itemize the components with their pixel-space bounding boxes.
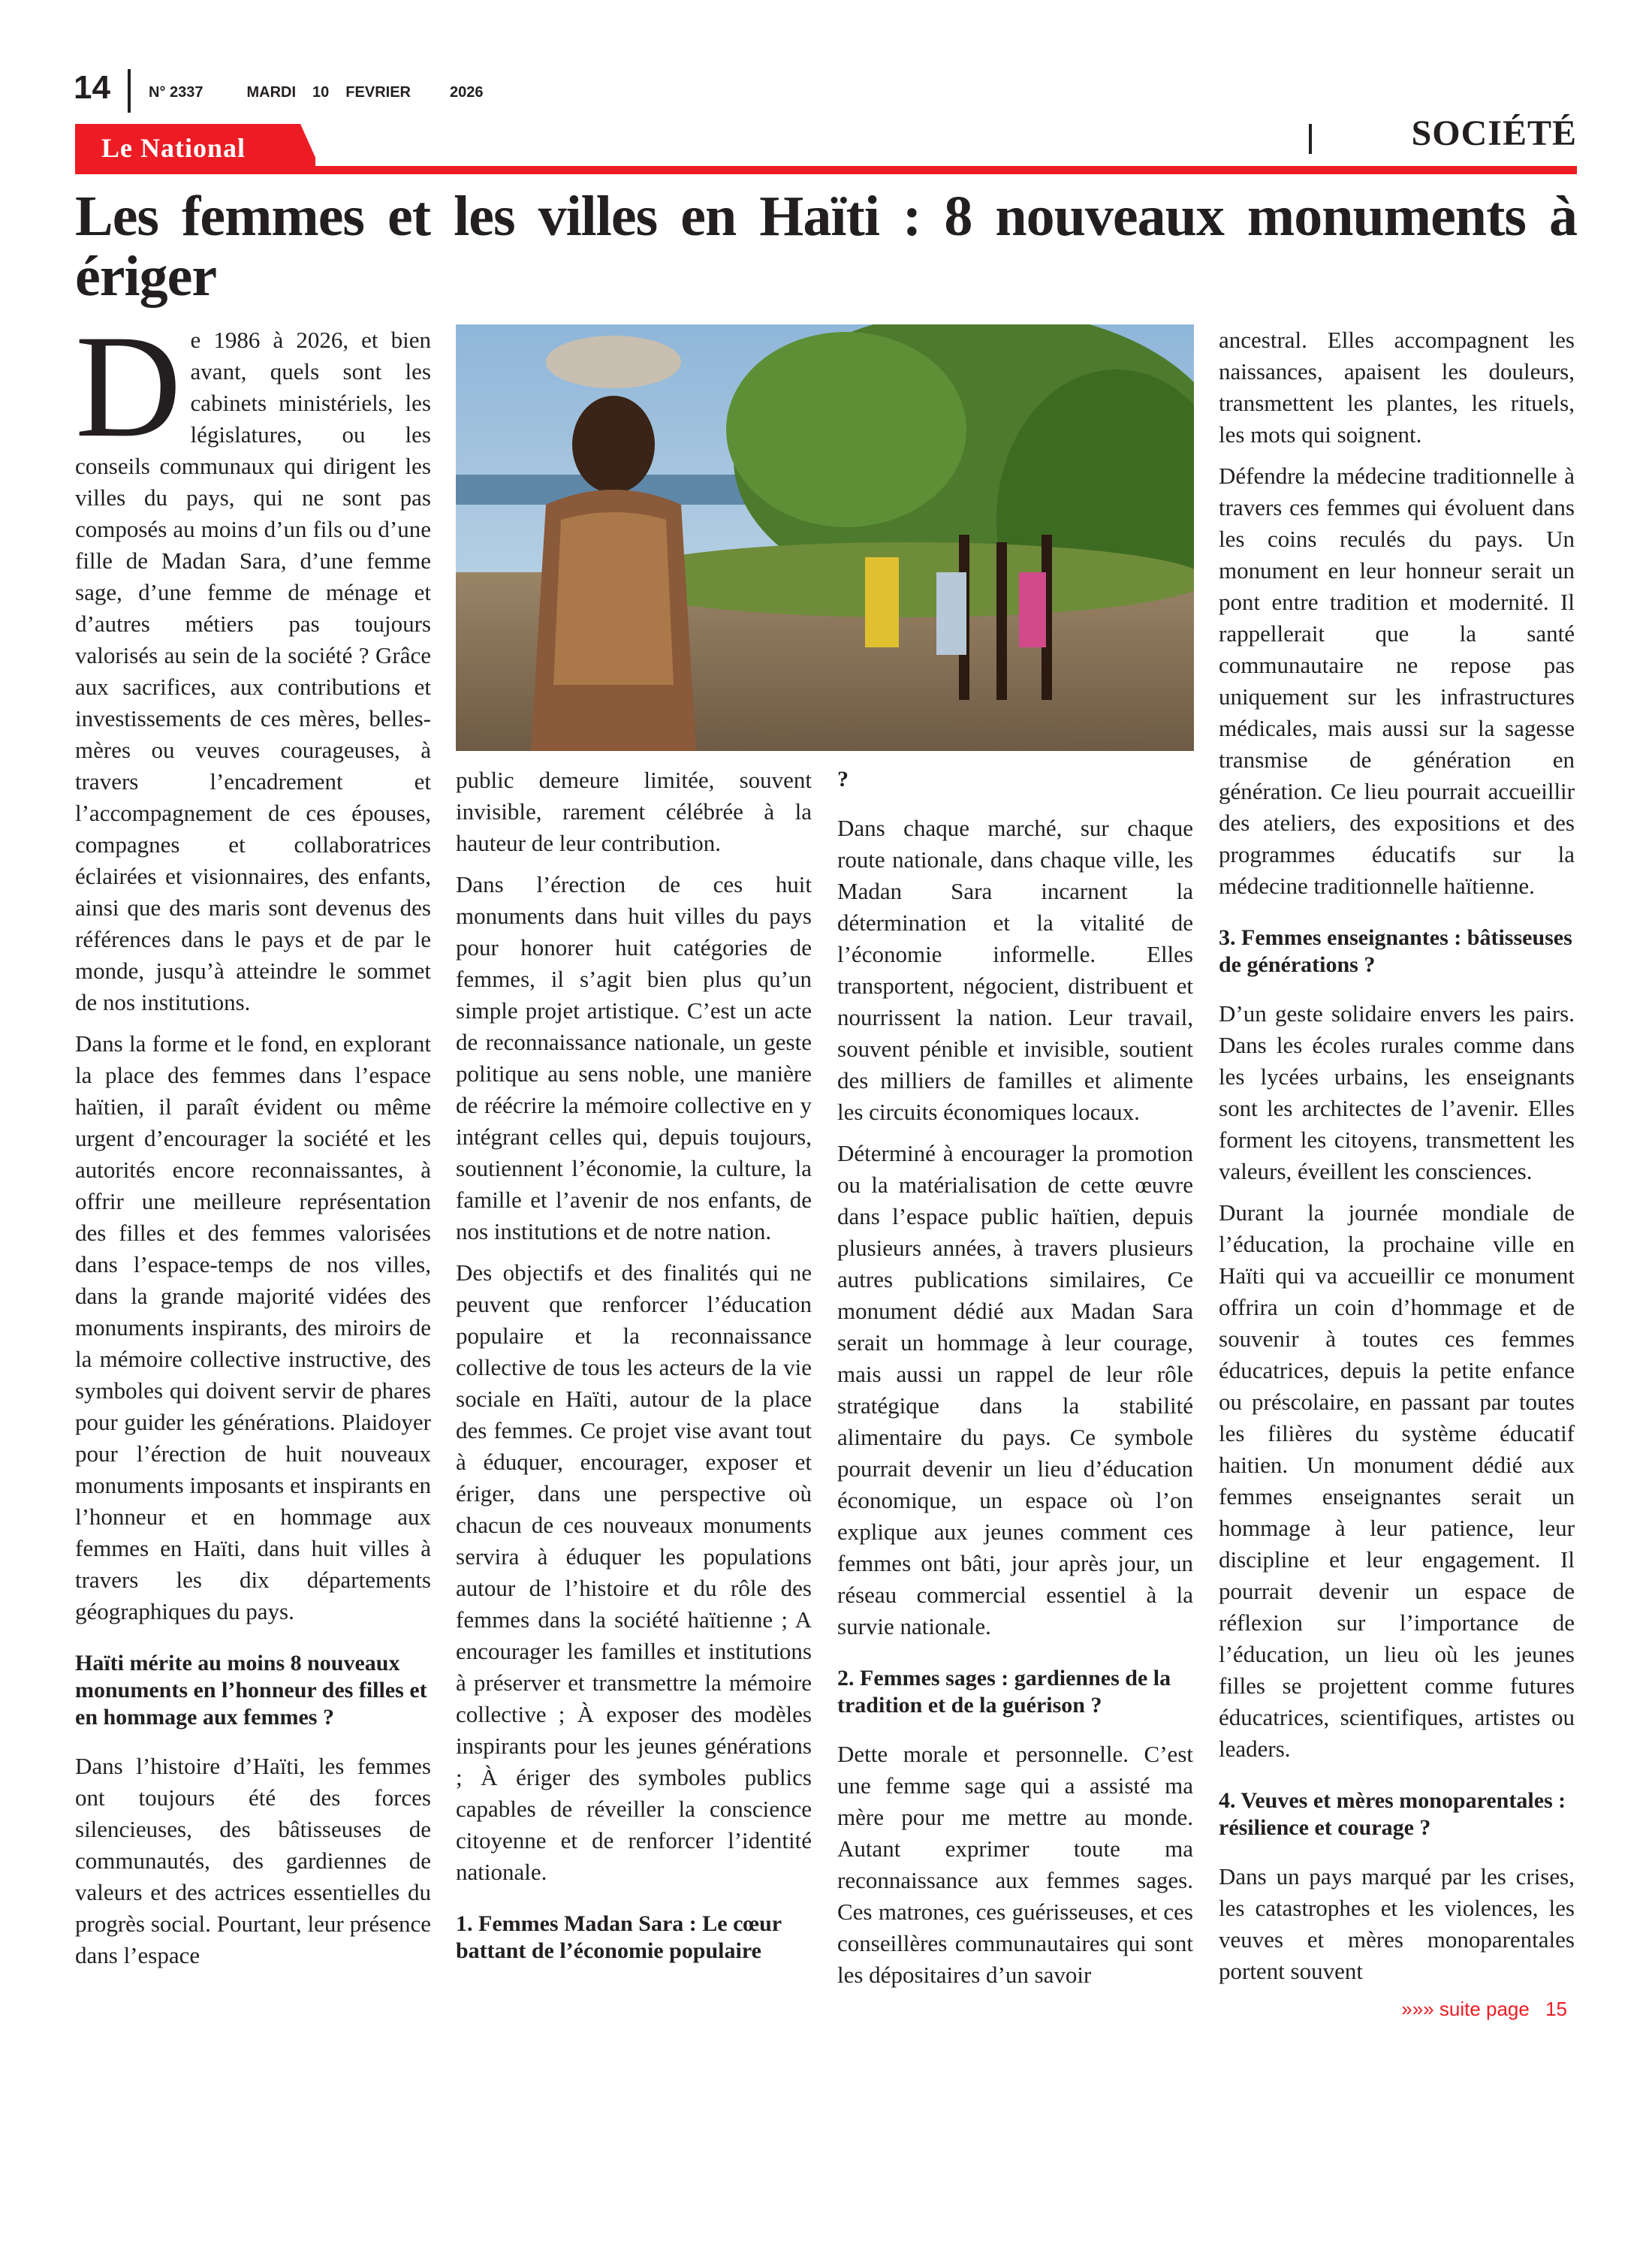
section-divider: [1309, 124, 1312, 154]
issue-number: N° 2337: [149, 84, 203, 101]
paragraph: Dans la forme et le fond, en explorant la place des femmes dans l’espace haïtien, il paraît évident ou même urgent d’encourager la société et les autorités encore reconnaissantes, à offrir une meilleure représentation des filles et des femmes valorisées dans l’espace-temps de nos villes, dans la grande majorité vidées des monuments inspirants, des miroirs de la mémoire collective instructive, des symboles qui doivent servir de phares pour guider les générations. Plaidoyer pour l’érection de huit nouveaux monuments imposants et inspirants en l’honneur et en hommage aux femmes en Haïti, dans huit villes à travers les dix départements géographiques du pays.: [75, 1030, 431, 1624]
continued-page: 15: [1545, 1998, 1567, 2020]
arrows-icon: »»»: [1401, 1998, 1434, 2020]
subheading: 1. Femmes Madan Sara : Le cœur battant de l’économie populaire: [456, 1911, 782, 1963]
subheading: 3. Femmes enseignantes : bâtisseuses de générations ?: [1219, 925, 1572, 977]
paragraph: Déterminé à encourager la promotion ou la matérialisation de cette œuvre dans l’espace public haïtien, depuis plusieurs années, à travers plusieurs autres publications similaires, Ce monument dédié aux Madan Sara serait un hommage à leur courage, mais aussi un rappel de leur rôle stratégique dans la stabilité alimentaire du pays. Ce symbole pourrait devenir un lieu d’éducation économique, un espace où l’on explique aux jeunes comment ces femmes ont bâti, jour après jour, un réseau commercial essentiel à la survie nationale.: [837, 1140, 1193, 1639]
month: FEVRIER: [345, 84, 411, 101]
paragraph: Durant la journée mondiale de l’éducation, la prochaine ville en Haïti qui va accueillir ce monument offrira un coin d’hommage et de souvenir à toutes ces femmes éducatrices, depuis la petite enfance ou préscolaire, en passant par toutes les filières du système éducatif haitien. Un monument dédié aux femmes enseignantes serait un hommage à leur patience, leur discipline et leur engagement. Il pourrait devenir un espace de réflexion sur l’importance de l’éducation, un lieu où les jeunes filles se projettent comme futures éducatrices, scientifiques, artistes ou leaders.: [1219, 1199, 1575, 1762]
column-1: [75, 305, 431, 1981]
continued-label: suite page: [1439, 1998, 1530, 2020]
paragraph: Dans un pays marqué par les crises, les catastrophes et les violences, les veuves et mères monoparentales portent souvent: [1219, 1863, 1575, 1984]
section-label: SOCIÉTÉ: [1411, 113, 1577, 153]
paragraph: [75, 305, 431, 1018]
year: 2026: [449, 84, 484, 101]
weekday: MARDI: [246, 84, 297, 101]
day: 10: [312, 84, 330, 101]
paragraph: Dans l’histoire d’Haïti, les femmes ont toujours été des forces silencieuses, des bâtisseuses de communautés, des gardiennes de valeurs et des actrices essentielles du progrès social. Pourtant, leur présence dans l’espace: [75, 1753, 431, 1968]
subheading: 4. Veuves et mères monoparentales : résilience et courage ?: [1219, 1788, 1566, 1840]
paragraph: Des objectifs et des finalités qui ne peuvent que renforcer l’éducation populaire et la reconnaissance collective de tous les acteurs de la vie sociale en Haïti, autour de la place des femmes. Ce projet vise avant tout à éduquer, encourager, exposer et ériger, dans une perspective où chacun de ces nouveaux monuments servira à éduquer les populations autour de l’histoire et du rôle des femmes dans la société haïtienne ; A encourager les familles et institutions à préserver et transmettre la mémoire collective ; À exposer des modèles inspirants pour les jeunes générations ; À ériger des symboles publics capables de réveiller la conscience citoyenne et de renforcer l’identité nationale.: [456, 1259, 812, 1885]
paragraph: Dans chaque marché, sur chaque route nationale, dans chaque ville, les Madan Sara incarnent la détermination et la vitalité de l’économie informelle. Elles transportent, négocient, distribuent et nourrissent la nation. Leur travail, souvent pénible et invisible, soutient des milliers de familles et alimente les circuits économiques locaux.: [837, 815, 1193, 1125]
drop-cap: D: [75, 305, 182, 468]
paragraph: Dette morale et personnelle. C’est une femme sage qui a assisté ma mère pour me mettre au monde. Autant exprimer toute ma reconnaissance aux femmes sages. Ces matrones, ces guérisseuses, et ces conseillères communautaires qui sont les dépositaires d’un savoir: [837, 1741, 1193, 1988]
newspaper-logo: Le National: [101, 133, 246, 163]
column-3: [837, 766, 1193, 2001]
subheading: Haïti mérite au moins 8 nouveaux monuments en l’honneur des filles et en hommage aux femmes ?: [75, 1651, 427, 1730]
subheading: 2. Femmes sages : gardiennes de la tradition et de la guérison ?: [837, 1666, 1171, 1718]
article-photo: [456, 324, 1194, 751]
header-rule: [75, 166, 1577, 174]
column-2: [456, 765, 812, 1984]
column-4: [1219, 324, 1575, 2021]
article-title: Les femmes et les villes en Haïti : 8 nouveaux monuments à ériger: [75, 185, 1577, 308]
paragraph: D’un geste solidaire envers les pairs. Dans les écoles rurales comme dans les lycées urbains, les enseignants sont les architectes de l’avenir. Elles forment les citoyens, transmettent les valeurs, éveillent les consciences.: [1219, 1000, 1575, 1184]
page-number: 14: [74, 69, 110, 106]
issue-info: [149, 84, 483, 101]
paragraph: Défendre la médecine traditionnelle à travers ces femmes qui évoluent dans les coins reculés du pays. Un monument en leur honneur serait un pont entre tradition et modernité. Il rappellerait que la santé communautaire ne repose pas uniquement sur les infrastructures médicales, mais aussi sur la sagesse transmise de génération en génération. Ce lieu pourrait accueillir des ateliers, des expositions et des programmes éducatifs sur la médecine traditionnelle haïtienne.: [1219, 463, 1575, 899]
header-divider: [128, 69, 131, 113]
continued-link[interactable]: [1219, 1997, 1575, 2021]
paragraph: ancestral. Elles accompagnent les naissances, apaisent les douleurs, transmettent les plantes, les rituels, les mots qui soignent.: [1219, 327, 1575, 448]
paragraph: public demeure limitée, souvent invisible, rarement célébrée à la hauteur de leur contribution.: [456, 767, 812, 856]
paragraph-text: e 1986 à 2026, et bien avant, quels sont les cabinets ministériels, les législatures, ou les conseils communaux qui dirigent les villes du pays, qui ne sont pas composés au moins d’un fils ou d’une fille de Madan Sara, d’une femme sage, d’une femme de ménage et d’autres métiers pas toujours valorisés au sein de la société ? Grâce aux sacrifices, aux contributions et investissements de ces mères, belles-mères ou veuves courageuses, à travers l’encadrement et l’accompagnement de ces épouses, compagnes et collaboratrices éclairées et visionnaires, des enfants, ainsi que des maris sont devenus des références dans le pays et de par le monde, jusqu’à atteindre le sommet de nos institutions.: [75, 327, 431, 1015]
paragraph: Dans l’érection de ces huit monuments dans huit villes du pays pour honorer huit catégories de femmes, il s’agit bien plus qu’un simple projet artistique. C’est un acte de reconnaissance nationale, un geste politique au sens noble, une manière de réécrire la mémoire collective en y intégrant celles qui, depuis toujours, soutiennent l’économie, la culture, la famille et l’avenir de nos enfants, de nos institutions et de notre nation.: [456, 871, 812, 1244]
subheading-continuation: ?: [837, 767, 849, 792]
